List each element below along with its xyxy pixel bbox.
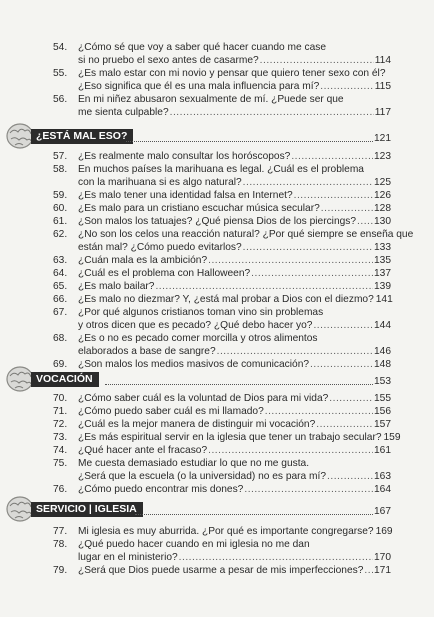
entry-title-line [78,431,401,444]
toc-entry [53,293,391,306]
entry-title-line: En mi niñez abusaron sexualmente de mí. ¿Puede ser que [78,94,344,105]
entry-title-text: ¿Será que la escuela (o la universidad) no es para mí? [78,471,327,482]
section-leader-dots [105,384,373,385]
entry-number: 69. [53,359,68,370]
entry-number: 72. [53,419,68,430]
entry-title-line: ¿Qué puedo hacer cuando en mi iglesia no me dan [78,539,310,550]
entry-number: 75. [53,458,68,469]
entry-title-line [78,345,391,358]
entry-page-number: 161 [374,445,391,456]
toc-entry [53,267,391,280]
entry-title-line: ¿Es o no es pecado comer morcilla y otros alimentos [78,333,318,344]
entry-title-text: me sienta culpable? [78,107,169,118]
entry-page-number: 148 [374,359,391,370]
leader-dots [265,405,373,418]
leader-dots [208,254,373,267]
entry-title-text: si no pruebo el sexo antes de casarme? [78,55,259,66]
entry-number: 70. [53,393,68,404]
leader-dots [208,444,373,457]
entry-title-text: lugar en el ministerio? [78,552,178,563]
toc-entry [53,392,391,405]
toc-entry [53,332,391,358]
entry-page-number: 155 [374,393,391,404]
entry-title-line [78,525,391,538]
leader-dots [294,189,373,202]
section-leader-dots [135,514,373,515]
entry-title-text: ¿Es malo no diezmar? Y, ¿está mal probar a Dios con el diezmo? [78,294,374,305]
entry-page-number: 123 [374,151,391,162]
entry-page-number: 137 [374,268,391,279]
leader-dots [243,176,373,189]
entry-title-text: ¿Cuál es el problema con Halloween? [78,268,251,279]
leader-dots [155,280,373,293]
entry-number: 56. [53,94,68,105]
toc-entry [53,202,391,215]
section-title: SERVICIO | IGLESIA [31,502,143,517]
entry-title-text: ¿Cómo puedo saber cuál es mi llamado? [78,406,264,417]
section-header [5,497,391,521]
entry-page-number: 130 [374,216,391,227]
leader-dots [251,267,373,280]
entry-title-line [78,293,391,306]
entry-number: 71. [53,406,68,417]
toc-entry [53,431,401,444]
entry-title-text: están mal? ¿Cómo puedo evitarlos? [78,242,242,253]
entry-page-number: 170 [374,552,391,563]
leader-dots [357,215,373,228]
leader-dots [170,106,374,119]
entry-page-number: 133 [374,242,391,253]
entry-page-number: 126 [374,190,391,201]
entry-title-text: ¿Es realmente malo consultar los horóscopos? [78,151,291,162]
toc-entry [53,525,391,538]
leader-dots [260,54,374,67]
entry-number: 61. [53,216,68,227]
entry-title-text: ¿Es más espiritual servir en la iglesia que tener un trabajo secular? [78,432,382,443]
entry-title-line [78,444,391,457]
section-header [5,124,391,148]
entry-title-line: ¿No son los celos una reacción natural? ¿Por qué siempre se enseña que [78,229,414,240]
section-leader-dots [126,141,373,142]
entry-number: 58. [53,164,68,175]
entry-title-text: Mi iglesia es muy aburrida. ¿Por qué es importante congregarse? [78,526,374,537]
entry-number: 65. [53,281,68,292]
entry-number: 63. [53,255,68,266]
entry-number: 73. [53,432,68,443]
toc-entry [53,280,391,293]
entry-number: 57. [53,151,68,162]
entry-title-text: y otros dicen que es pecado? ¿Qué debo hacer yo? [78,320,313,331]
toc-entry [53,254,391,267]
leader-dots [244,483,373,496]
toc-entry [53,163,391,189]
section-page-number: 121 [374,133,391,144]
entry-title-line [78,418,391,431]
toc-entry [53,215,391,228]
entry-page-number: 164 [374,484,391,495]
leader-dots [179,551,373,564]
entry-title-line [78,470,391,483]
leader-dots [321,202,373,215]
entry-page-number: 169 [375,526,393,537]
entry-title-line: ¿Cómo sé que voy a saber qué hacer cuando me case [78,42,327,53]
entry-page-number: 159 [383,432,401,443]
leader-dots [327,470,373,483]
entry-title-line [78,280,391,293]
entry-title-line [78,54,391,67]
entry-title-line [78,241,391,254]
leader-dots [291,150,373,163]
entry-title-line [78,267,391,280]
entry-number: 64. [53,268,68,279]
leader-dots [329,392,373,405]
leader-dots [313,319,373,332]
entry-title-text: ¿Qué hacer ante el fracaso? [78,445,208,456]
toc-entry [53,444,391,457]
entry-page-number: 139 [374,281,391,292]
entry-page-number: 125 [374,177,391,188]
entry-page-number: 171 [374,565,391,576]
entry-page-number: 146 [374,346,391,357]
toc-entry [53,418,391,431]
entry-title-line [78,405,391,418]
entry-title-text: con la marihuana si es algo natural? [78,177,242,188]
entry-title-line [78,80,391,93]
entry-page-number: 135 [374,255,391,266]
entry-title-text: ¿Es malo bailar? [78,281,155,292]
entry-page-number: 156 [374,406,391,417]
entry-title-line: ¿Es malo estar con mi novio y pensar que quiero tener sexo con él? [78,68,386,79]
entry-title-text: ¿Es malo para un cristiano escuchar música secular? [78,203,320,214]
entry-number: 54. [53,42,68,53]
entry-title-text: ¿Cómo puedo encontrar mis dones? [78,484,244,495]
entry-title-text: elaborados a base de sangre? [78,346,216,357]
section-title: VOCACIÓN [31,372,99,387]
entry-number: 59. [53,190,68,201]
leader-dots [320,80,374,93]
toc-entry [53,93,391,119]
entry-number: 79. [53,565,68,576]
entry-number: 68. [53,333,68,344]
entry-title-line: En muchos países la marihuana es legal. ¿Cuál es el problema [78,164,364,175]
entry-title-text: ¿Eso significa que él es una mala influencia para mí? [78,81,320,92]
entry-page-number: 115 [374,81,391,92]
entry-number: 77. [53,526,68,537]
entry-number: 67. [53,307,68,318]
toc-entry [53,405,391,418]
entry-page-number: 144 [374,320,391,331]
entry-title-text: ¿Son malos los tatuajes? ¿Qué piensa Dios de los piercings? [78,216,357,227]
entry-title-text: ¿Será que Dios puede usarme a pesar de mis imperfecciones? [78,565,364,576]
entry-title-line: Me cuesta demasiado estudiar lo que no me gusta. [78,458,310,469]
entry-page-number: 117 [374,107,391,118]
toc-entry [53,41,391,67]
entry-title-line [78,551,391,564]
leader-dots [243,241,373,254]
entry-title-line [78,150,391,163]
entry-number: 55. [53,68,68,79]
section-title: ¿ESTÁ MAL ESO? [31,129,133,144]
entry-title-line [78,392,391,405]
entry-page-number: 157 [374,419,391,430]
entry-title-line [78,176,391,189]
entry-title-line [78,106,391,119]
toc-entry [53,306,391,332]
entry-title-line [78,483,391,496]
leader-dots [316,418,373,431]
entry-number: 78. [53,539,68,550]
toc-entry [53,538,391,564]
section-page-number: 167 [374,506,391,517]
toc-entry [53,483,391,496]
entry-title-line: ¿Por qué algunos cristianos toman vino sin problemas [78,307,324,318]
entry-title-line [78,202,391,215]
entry-number: 60. [53,203,68,214]
entry-page-number: 128 [374,203,391,214]
entry-page-number: 114 [374,55,391,66]
entry-number: 76. [53,484,68,495]
toc-entry [53,189,391,202]
entry-title-line [78,319,391,332]
entry-title-line [78,254,391,267]
entry-title-text: ¿Cuán mala es la ambición? [78,255,208,266]
leader-dots [364,564,373,577]
entry-title-text: ¿Cuál es la mejor manera de distinguir mi vocación? [78,419,316,430]
entry-title-line [78,189,391,202]
entry-number: 62. [53,229,68,240]
entry-number: 74. [53,445,68,456]
entry-title-text: ¿Cómo saber cuál es la voluntad de Dios para mi vida? [78,393,329,404]
toc-entry [53,457,391,483]
entry-page-number: 141 [375,294,393,305]
entry-number: 66. [53,294,68,305]
section-header [5,367,391,391]
toc-entry [53,564,391,577]
entry-title-line [78,564,391,577]
entry-title-text: ¿Es malo tener una identidad falsa en Internet? [78,190,293,201]
section-page-number: 153 [374,376,391,387]
toc-entry [53,228,414,254]
leader-dots [217,345,373,358]
entry-page-number: 163 [374,471,391,482]
toc-entry [53,67,391,93]
entry-title-line [78,215,391,228]
toc-entry [53,150,391,163]
entry-title-text: ¿Son malos los medios masivos de comunicación? [78,359,310,370]
